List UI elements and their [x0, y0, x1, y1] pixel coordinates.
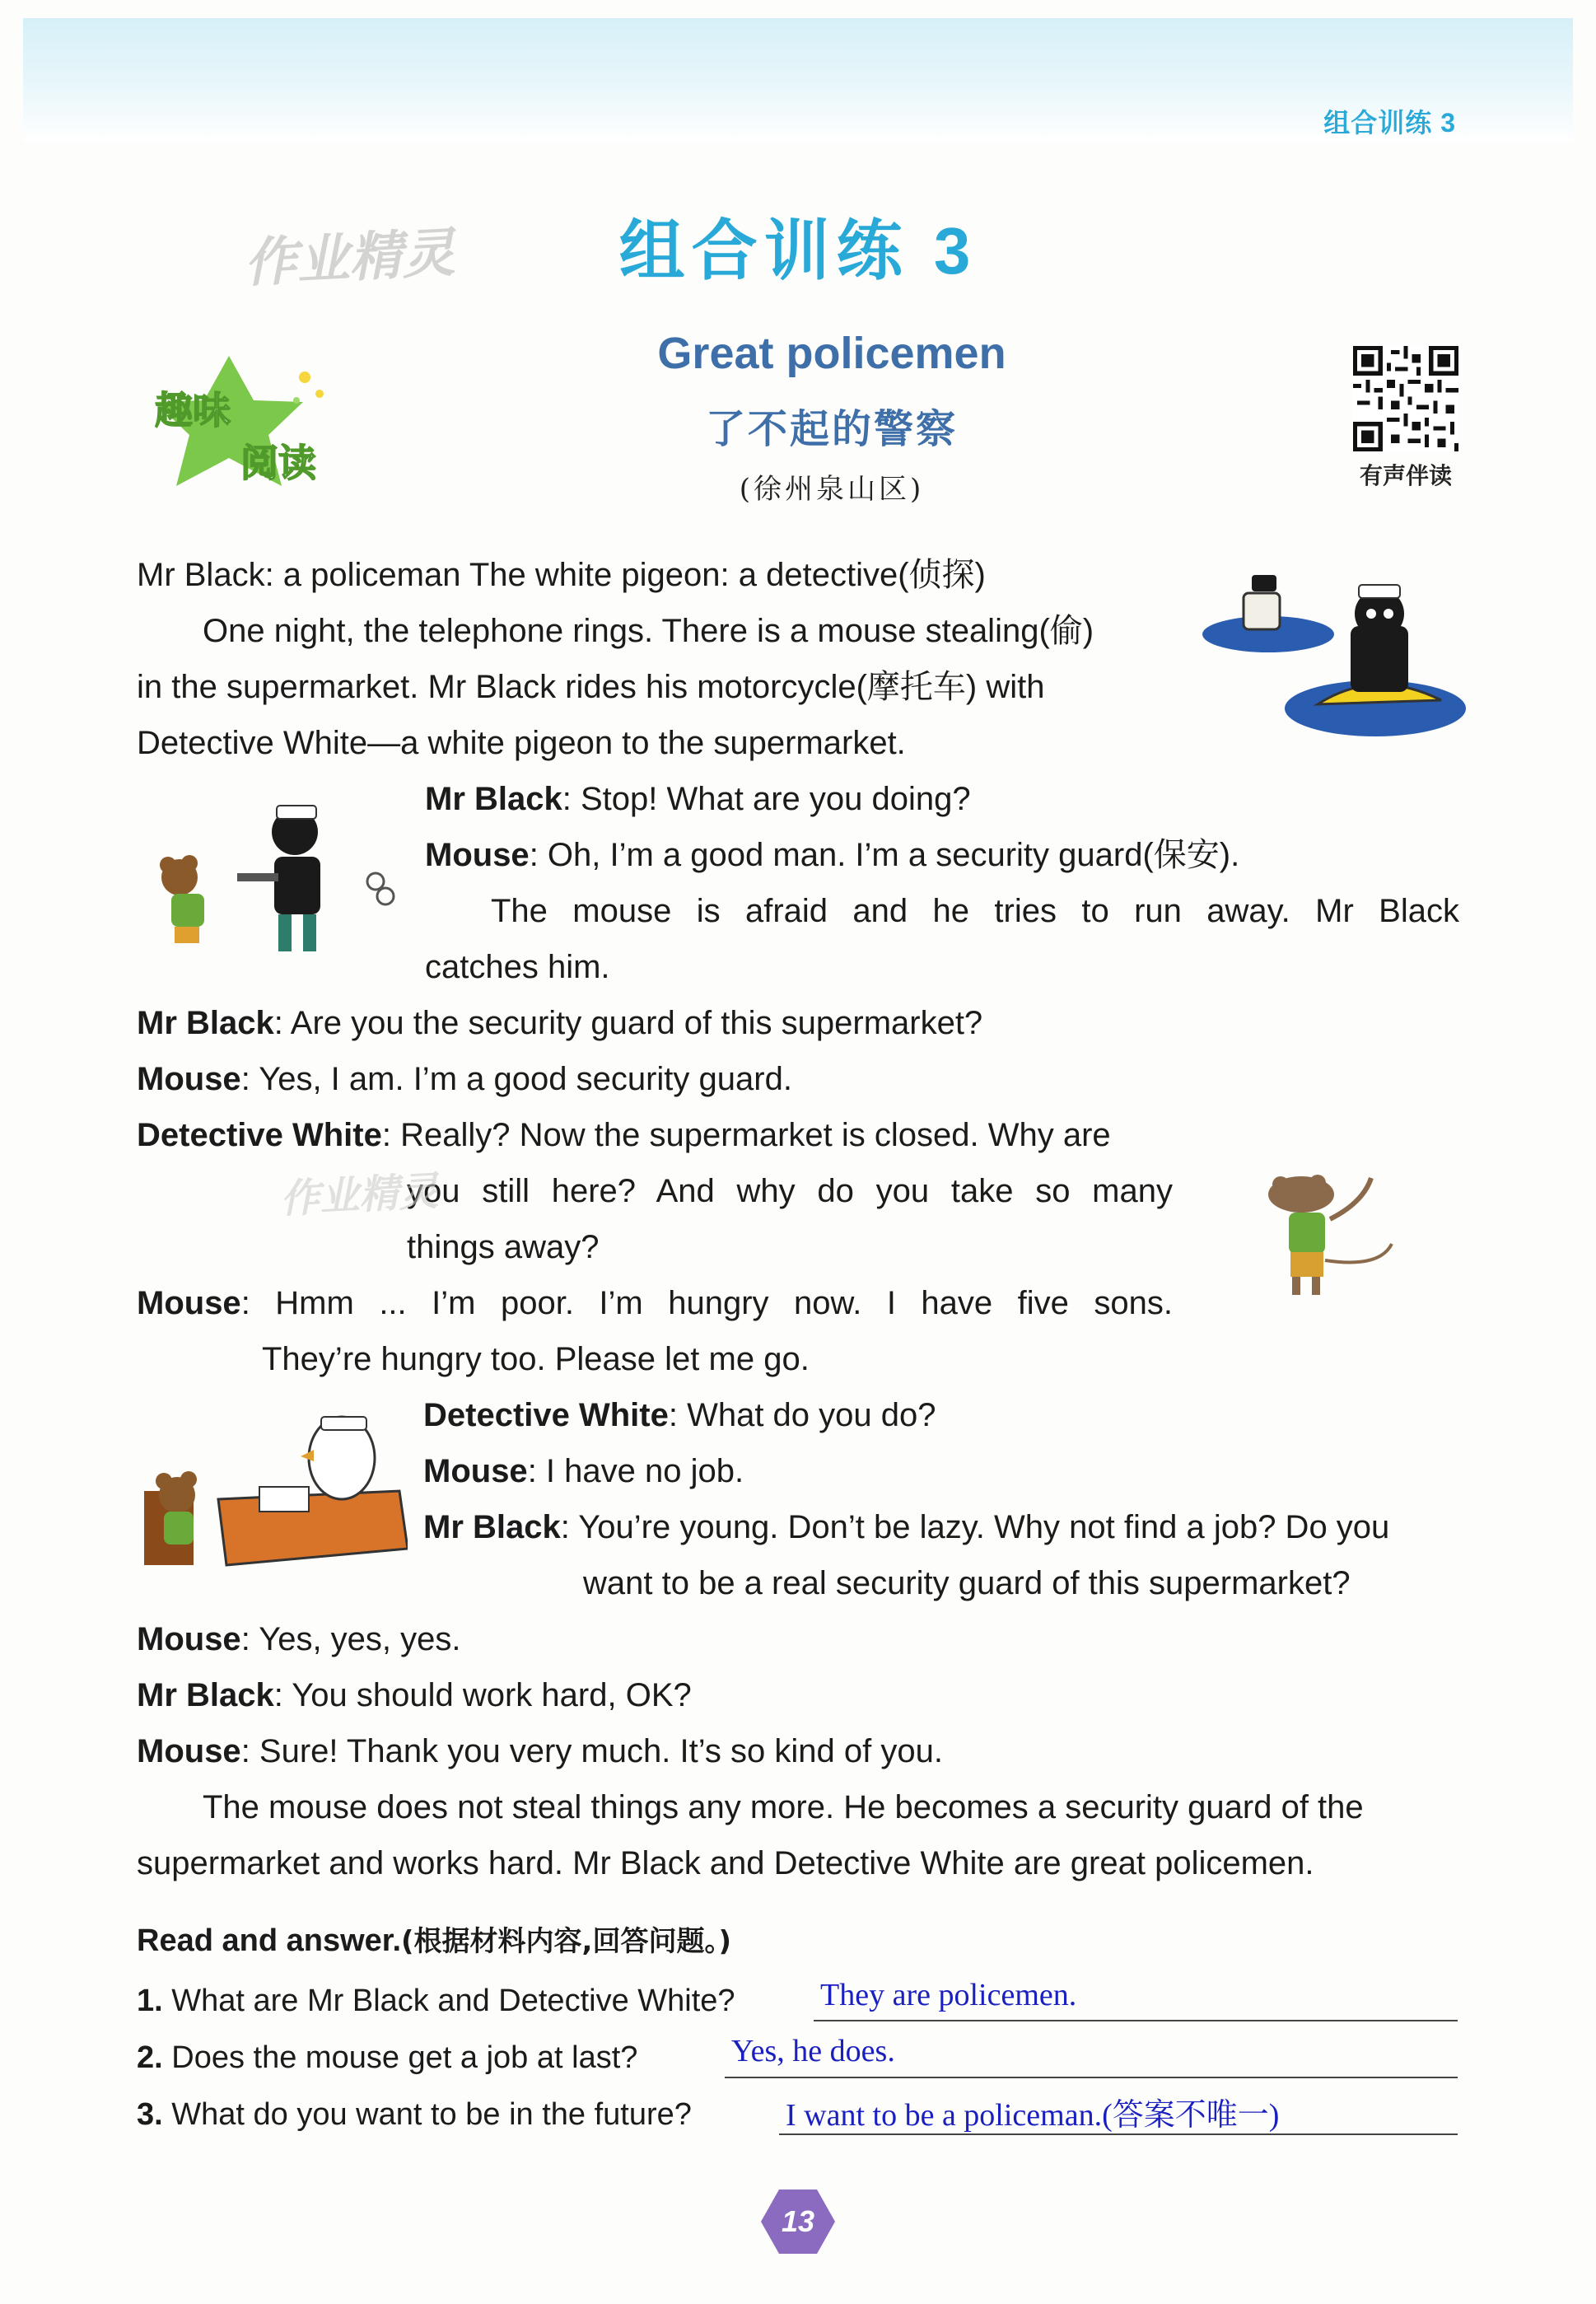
answer-1[interactable]: They are policemen. — [820, 1978, 1077, 2012]
dialogue-continuation: want to be a real security guard of this supermarket? — [583, 1565, 1351, 1601]
question-text: What do you want to be in the future? — [171, 2097, 692, 2132]
question-1 — [137, 1984, 735, 2019]
speech: : Hmm ... I’m poor. I’m hungry now. I have five sons. — [240, 1285, 1173, 1321]
paragraph-line: One night, the telephone rings. There is a mouse stealing(偷) — [203, 613, 1094, 649]
dialogue-line — [425, 827, 1239, 883]
narration-line: The mouse is afraid and he tries to run away. Mr Black — [491, 893, 1459, 929]
speaker: Mr Black — [423, 1509, 561, 1545]
question-2 — [137, 2040, 637, 2076]
question-text: Does the mouse get a job at last? — [171, 2040, 638, 2075]
dialogue-continuation: you still here? And why do you take so many — [407, 1173, 1173, 1209]
story-title: Great policemen — [657, 329, 1006, 378]
watermark: 作业精灵 — [278, 1168, 440, 1222]
speaker: Mouse — [137, 1061, 241, 1097]
dialogue-line — [137, 1275, 1173, 1331]
badge-line1: 趣味 — [155, 388, 231, 432]
speaker: Mr Black — [137, 1005, 274, 1041]
speaker: Detective White — [137, 1117, 382, 1153]
exercise-heading — [137, 1913, 731, 1970]
speech: : Really? Now the supermarket is closed. Why are — [381, 1117, 1111, 1153]
paragraph-line: in the supermarket. Mr Black rides his motorcycle(摩托车) with — [137, 669, 1045, 705]
dialogue-line — [425, 771, 971, 827]
answer-2[interactable]: Yes, he does. — [731, 2034, 895, 2068]
speech: : Sure! Thank you very much. It’s so kind of you. — [240, 1733, 943, 1769]
dialogue-line — [423, 1443, 744, 1499]
speaker: Mouse — [137, 1285, 241, 1321]
speech: : Stop! What are you doing? — [562, 781, 971, 817]
speech: : What do you do? — [668, 1397, 936, 1433]
motorcycle-illustration — [1194, 560, 1466, 750]
question-number: 3. — [137, 2097, 163, 2132]
office-illustration — [136, 1409, 408, 1598]
page-number-text: 13 — [781, 2204, 815, 2238]
speaker: Mr Black — [425, 781, 562, 817]
badge-line2: 阅读 — [240, 441, 316, 485]
intro-line: Mr Black: a policeman The white pigeon: a detective(侦探) — [137, 557, 986, 593]
answer-line — [814, 2020, 1458, 2021]
page-title: 组合训练 3 — [618, 214, 978, 287]
section-tag: 组合训练 3 — [1323, 108, 1456, 138]
speaker: Mr Black — [137, 1677, 274, 1713]
speaker: Mouse — [423, 1453, 528, 1489]
question-number: 2. — [137, 2040, 163, 2075]
dialogue-line — [137, 1107, 1111, 1163]
speaker: Mouse — [137, 1733, 241, 1769]
dialogue-line — [137, 1723, 943, 1779]
qr-label: 有声伴读 — [1359, 463, 1452, 488]
dialogue-line — [423, 1499, 1389, 1555]
question-number: 1. — [137, 1984, 163, 2018]
speech: : You’re young. Don’t be lazy. Why not find a job? Do you — [560, 1509, 1390, 1545]
ending-line: supermarket and works hard. Mr Black and Detective White are great policemen. — [137, 1845, 1314, 1881]
speaker: Mouse — [137, 1621, 241, 1657]
story-title-cn: 了不起的警察 — [705, 408, 958, 451]
ending-line: The mouse does not steal things any more. He becomes a security guard of the — [203, 1789, 1364, 1825]
speech: : I have no job. — [527, 1453, 744, 1489]
dialogue-line — [137, 995, 982, 1051]
speech: : You should work hard, OK? — [273, 1677, 692, 1713]
question-text: What are Mr Black and Detective White? — [171, 1984, 735, 2018]
exercise-heading-en: Read and answer. — [137, 1923, 402, 1958]
dialogue-line — [137, 1611, 461, 1667]
page-number — [759, 2188, 837, 2255]
dialogue-line — [423, 1387, 936, 1443]
question-3 — [137, 2097, 692, 2133]
answer-line — [779, 2133, 1458, 2135]
speaker: Mouse — [425, 837, 530, 873]
dialogue-line — [137, 1667, 692, 1723]
mouse-arrest-illustration — [138, 791, 402, 960]
speech: : Yes, yes, yes. — [240, 1621, 461, 1657]
mouse-illustration — [1239, 1170, 1404, 1302]
speech: : Are you the security guard of this supermarket? — [273, 1005, 983, 1041]
exercise-heading-cn: (根据材料内容,回答问题。) — [401, 1925, 732, 1958]
qr-code[interactable] — [1353, 346, 1458, 451]
paragraph-line: Detective White—a white pigeon to the supermarket. — [137, 725, 906, 761]
speaker: Detective White — [423, 1397, 669, 1433]
watermark: 作业精灵 — [242, 222, 457, 295]
narration-line: catches him. — [425, 949, 610, 985]
dialogue-continuation: things away? — [407, 1229, 600, 1265]
story-location: (徐州泉山区) — [739, 473, 925, 506]
dialogue-line — [137, 1051, 792, 1107]
answer-line — [725, 2077, 1458, 2078]
speech: : Oh, I’m a good man. I’m a security guard(保安). — [529, 837, 1240, 873]
answer-3[interactable]: I want to be a policeman.(答案不唯一) — [786, 2098, 1280, 2133]
dialogue-continuation: They’re hungry too. Please let me go. — [262, 1341, 810, 1377]
speech: : Yes, I am. I’m a good security guard. — [240, 1061, 792, 1097]
